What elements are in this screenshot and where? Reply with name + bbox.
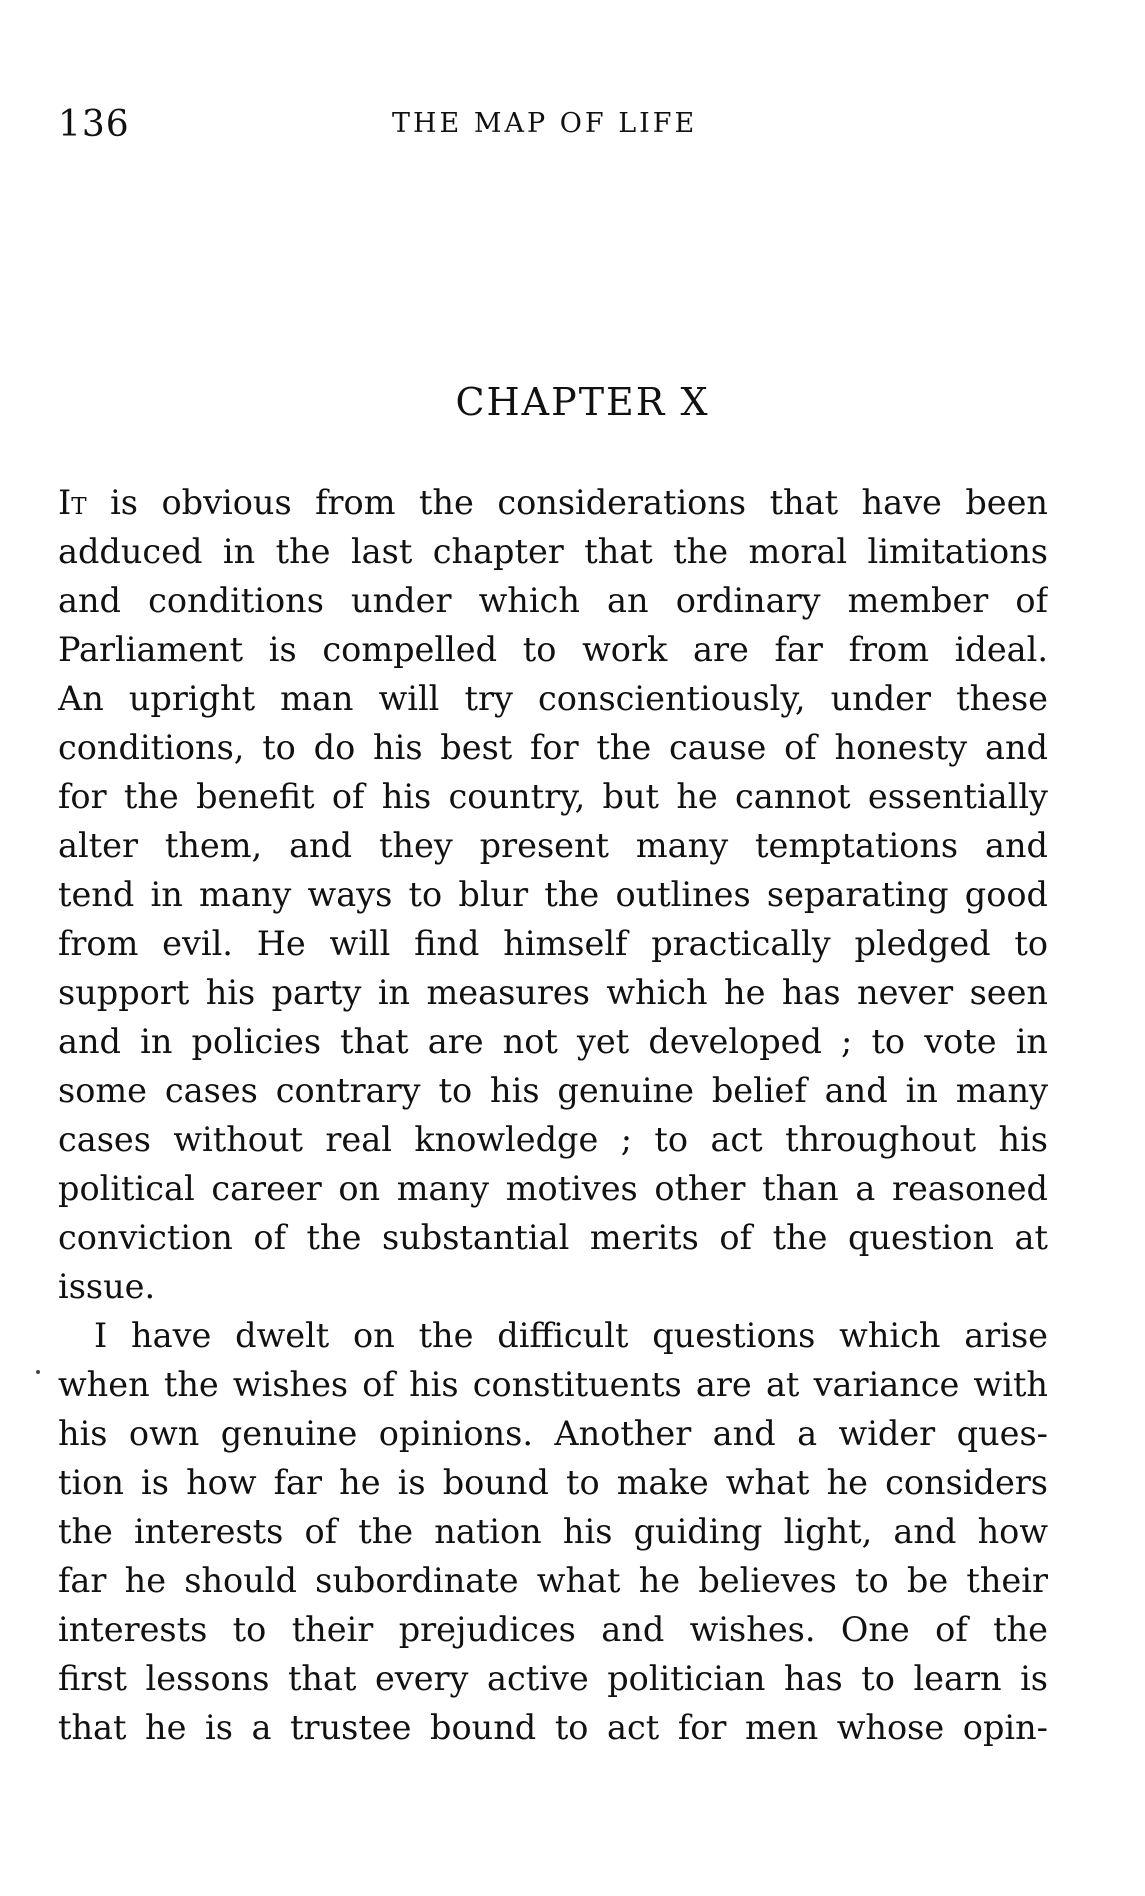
text-line: and in policies that are not yet developed ; to vote in (58, 1022, 1048, 1061)
running-head (58, 104, 1048, 144)
text-line: adduced in the last chapter that the moral limitations (58, 532, 1048, 571)
text-line: for the benefit of his country, but he cannot essentially (58, 777, 1048, 816)
text-line: first lessons that every active politician has to learn is (58, 1659, 1048, 1698)
text-line: cases without real knowledge ; to act throughout his (58, 1120, 1048, 1159)
text-line: tion is how far he is bound to make what he considers (58, 1463, 1048, 1502)
text-line: from evil. He will find himself practically pledged to (58, 924, 1048, 963)
text-line: An upright man will try conscientiously, under these (58, 679, 1048, 718)
text-line: and conditions under which an ordinary member of (58, 581, 1048, 620)
text-line: the interests of the nation his guiding light, and how (58, 1512, 1048, 1551)
paragraph-2 (58, 1311, 1048, 1752)
running-title: THE MAP OF LIFE (392, 108, 698, 139)
text-line: support his party in measures which he has never seen (58, 973, 1048, 1012)
body-text (58, 478, 1048, 1752)
text-line: Parliament is compelled to work are far from ideal. (58, 630, 1048, 669)
text-line: conviction of the substantial merits of the question at (58, 1218, 1048, 1257)
text-line: that he is a trustee bound to act for men whose opin- (58, 1708, 1048, 1747)
text-line: issue. (58, 1267, 156, 1306)
lead-word: It (58, 483, 87, 522)
text-line: It is obvious from the considerations that have been (58, 483, 1048, 522)
text-line: his own genuine opinions. Another and a wider ques- (58, 1414, 1048, 1453)
text-line: some cases contrary to his genuine belief and in many (58, 1071, 1048, 1110)
text-line: interests to their prejudices and wishes. One of the (58, 1610, 1048, 1649)
text-line: when the wishes of his constituents are at variance with (58, 1365, 1048, 1404)
text-line: I have dwelt on the difficult questions which arise (94, 1316, 1048, 1355)
text-line: tend in many ways to blur the outlines separating good (58, 875, 1048, 914)
print-speck (36, 1370, 40, 1374)
text-line: alter them, and they present many temptations and (58, 826, 1048, 865)
text-line: political career on many motives other than a reasoned (58, 1169, 1048, 1208)
paragraph-1 (58, 478, 1048, 1311)
text-line: conditions, to do his best for the cause of honesty and (58, 728, 1048, 767)
chapter-heading: CHAPTER X (455, 380, 710, 424)
text-line: far he should subordinate what he believes to be their (58, 1561, 1048, 1600)
page-number: 136 (58, 104, 130, 145)
